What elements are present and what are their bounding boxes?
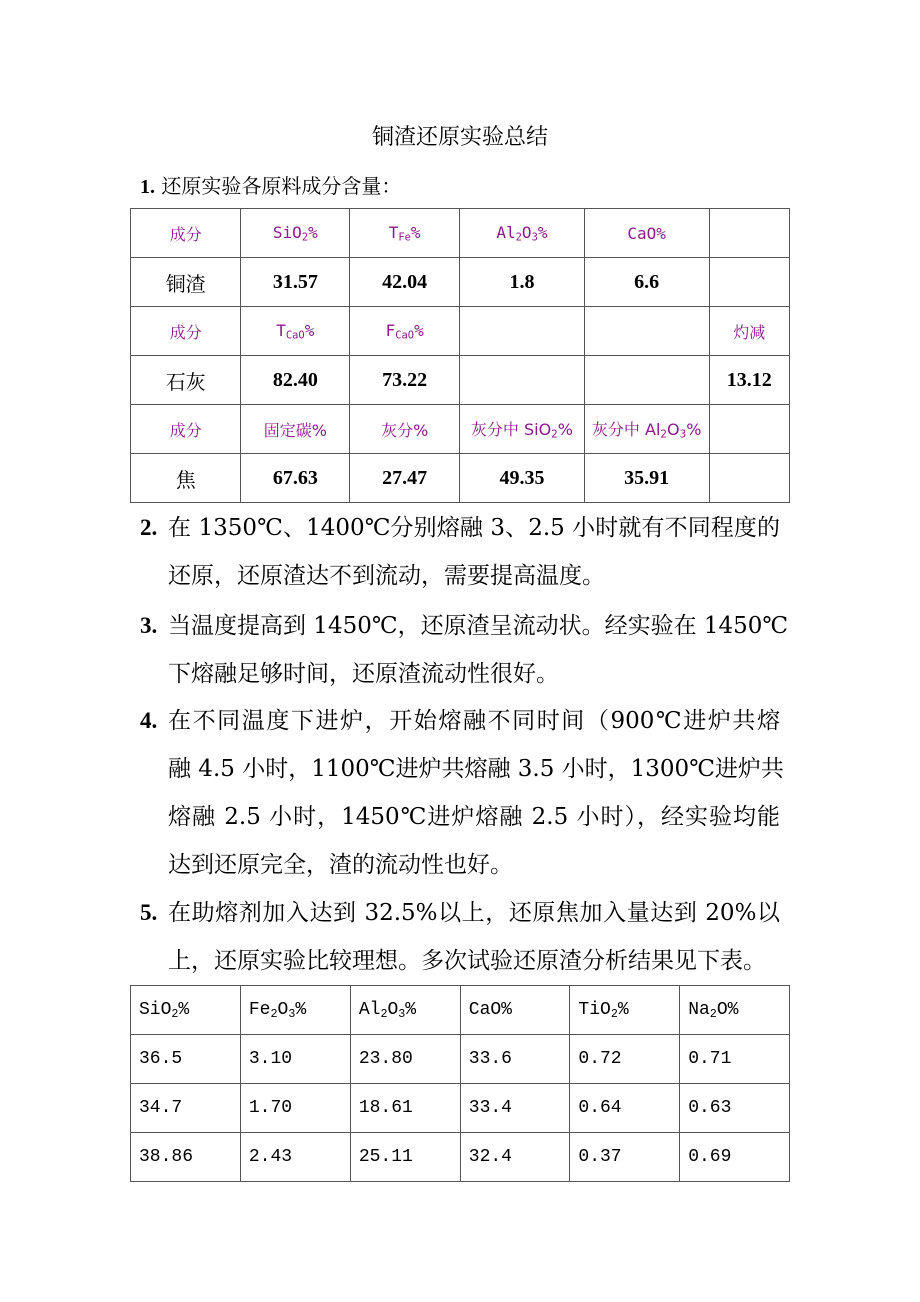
header-cell	[350, 405, 460, 454]
header-cell	[350, 307, 460, 356]
subscript: CaO	[395, 329, 415, 342]
section-label: 还原实验各原料成分含量：	[161, 174, 402, 198]
table-cell	[460, 454, 585, 503]
header-cell	[460, 307, 585, 356]
cell-text: O	[277, 999, 289, 1020]
subscript: 2	[301, 231, 309, 244]
header-cell	[350, 209, 460, 258]
cell-text: SiO	[272, 222, 302, 242]
cell-text: %	[410, 222, 421, 242]
table-cell	[460, 356, 585, 405]
cell-text: 成分	[169, 224, 202, 244]
table-cell	[584, 454, 709, 503]
table-row	[131, 307, 790, 356]
table-row	[131, 405, 790, 454]
cell-text: %	[557, 420, 573, 440]
cell-text: 6.6	[634, 270, 660, 293]
cell-text: %	[686, 420, 702, 440]
cell-text: O%	[716, 999, 739, 1020]
cell-text: %	[414, 320, 424, 340]
item-text-line: 熔融 2.5 小时，1450℃进炉熔融 2.5 小时），经实验均能	[168, 804, 780, 830]
table-row	[131, 1084, 790, 1133]
table-row	[131, 209, 790, 258]
table-cell	[131, 258, 241, 307]
table-cell	[131, 356, 241, 405]
table-cell: 0.37	[570, 1133, 680, 1182]
cell-text: 灼减	[733, 322, 766, 342]
header-cell	[460, 209, 585, 258]
header-cell	[460, 986, 570, 1035]
summary-item	[140, 603, 789, 697]
table-row	[131, 1133, 790, 1182]
section-number: 1.	[140, 176, 155, 198]
cell-text: 49.35	[499, 466, 545, 489]
item-text-line: 在不同温度下进炉，开始熔融不同时间（900℃进炉共熔	[168, 708, 780, 734]
summary-item	[140, 698, 784, 888]
item-text-line: 融 4.5 小时，1100℃进炉共熔融 3.5 小时，1300℃进炉共	[168, 756, 784, 782]
table-row	[131, 454, 790, 503]
header-cell	[709, 209, 789, 258]
document-title: 铜渣还原实验总结	[371, 125, 548, 150]
cell-text: 成分	[169, 322, 202, 342]
table-cell	[241, 356, 350, 405]
summary-item	[140, 890, 780, 984]
subscript: 2	[515, 231, 522, 244]
subscript: 2	[709, 1006, 717, 1021]
table-cell: 0.69	[680, 1133, 790, 1182]
item-text-line: 上，还原实验比较理想。多次试验还原渣分析结果见下表。	[168, 948, 766, 974]
item-text-line: 当温度提高到 1450℃，还原渣呈流动状。经实验在 1450℃	[168, 613, 789, 639]
cell-text: 石灰	[165, 369, 206, 394]
header-cell	[241, 405, 350, 454]
summary-item	[140, 505, 780, 599]
cell-text: 31.57	[272, 270, 318, 293]
table-cell: 0.72	[570, 1035, 680, 1084]
item-text-line: 在 1350℃、1400℃分别熔融 3、2.5 小时就有不同程度的	[168, 515, 780, 541]
raw-material-composition-table	[130, 208, 790, 503]
table-cell: 0.71	[680, 1035, 790, 1084]
header-cell	[131, 307, 241, 356]
table-row	[131, 1035, 790, 1084]
cell-text: Na	[688, 999, 710, 1020]
subscript: 2	[380, 1006, 388, 1021]
cell-text: 73.22	[382, 368, 428, 391]
cell-text: 焦	[175, 467, 196, 492]
subscript: 3	[288, 1006, 296, 1021]
table-cell: 38.86	[131, 1133, 241, 1182]
cell-text: T	[388, 222, 399, 242]
cell-text: %	[308, 222, 318, 242]
table-cell	[709, 454, 789, 503]
slag-analysis-table	[130, 985, 790, 1182]
cell-text: %	[405, 999, 417, 1020]
table-cell	[131, 454, 241, 503]
cell-text: 成分	[169, 420, 202, 440]
cell-text: 82.40	[272, 368, 318, 391]
table-cell: 25.11	[350, 1133, 460, 1182]
cell-text: 42.04	[382, 270, 428, 293]
subscript: 2	[171, 1006, 179, 1021]
cell-text: CaO%	[468, 1000, 512, 1020]
subscript: CaO	[285, 329, 305, 342]
table-cell: 3.10	[240, 1035, 350, 1084]
cell-text: 1.8	[509, 270, 535, 293]
header-cell	[709, 307, 789, 356]
header-cell	[680, 986, 790, 1035]
table-cell: 18.61	[350, 1084, 460, 1133]
cell-text: F	[385, 320, 396, 340]
table-cell	[350, 356, 460, 405]
cell-text: %	[178, 999, 190, 1020]
cell-text: Al	[358, 999, 381, 1020]
header-cell	[131, 209, 241, 258]
header-cell	[131, 405, 241, 454]
header-cell	[584, 209, 709, 258]
item-text-line: 达到还原完全，渣的流动性也好。	[168, 852, 513, 878]
table-cell: 1.70	[240, 1084, 350, 1133]
subscript: Fe	[398, 231, 411, 244]
table-cell	[350, 454, 460, 503]
section-1-heading	[140, 170, 401, 199]
cell-text: 灰分中 SiO	[470, 420, 552, 440]
table-cell: 23.80	[350, 1035, 460, 1084]
item-text-line: 下熔融足够时间，还原渣流动性很好。	[168, 661, 559, 687]
table-cell	[350, 258, 460, 307]
cell-text: TiO	[578, 999, 611, 1020]
table-cell	[584, 356, 709, 405]
table-cell: 2.43	[240, 1133, 350, 1182]
table-cell	[584, 258, 709, 307]
header-cell	[570, 986, 680, 1035]
cell-text: Al	[496, 222, 516, 242]
item-number: 5.	[140, 900, 158, 925]
header-cell	[709, 405, 789, 454]
header-cell	[241, 209, 350, 258]
table-cell: 0.63	[680, 1084, 790, 1133]
subscript: 3	[398, 1006, 406, 1021]
cell-text: 固定碳%	[263, 420, 327, 440]
item-number: 3.	[140, 613, 158, 638]
table-cell	[709, 356, 789, 405]
header-cell	[350, 986, 460, 1035]
cell-text: SiO	[139, 999, 172, 1020]
cell-text: O	[387, 999, 399, 1020]
table-cell: 33.6	[460, 1035, 570, 1084]
subscript: 3	[531, 231, 538, 244]
table-cell: 0.64	[570, 1084, 680, 1133]
subscript: 2	[270, 1006, 278, 1021]
table-cell	[241, 258, 350, 307]
cell-text: O	[521, 222, 532, 242]
subscript: 2	[660, 428, 668, 441]
cell-text: 灰分%	[381, 420, 429, 440]
cell-text: 13.12	[726, 368, 772, 391]
cell-text: 灰分中 Al	[591, 420, 661, 440]
header-cell	[241, 307, 350, 356]
table-cell: 32.4	[460, 1133, 570, 1182]
table-row	[131, 356, 790, 405]
cell-text: 67.63	[272, 466, 318, 489]
subscript: 2	[610, 1006, 618, 1021]
cell-text: %	[295, 999, 307, 1020]
table-row	[131, 258, 790, 307]
table-cell	[241, 454, 350, 503]
item-text-line: 还原，还原渣达不到流动，需要提高温度。	[168, 563, 605, 589]
table-cell: 36.5	[131, 1035, 241, 1084]
header-cell	[584, 405, 709, 454]
header-cell	[240, 986, 350, 1035]
header-row	[131, 986, 790, 1035]
table-cell: 33.4	[460, 1084, 570, 1133]
cell-text: 35.91	[624, 466, 670, 489]
cell-text: Fe	[248, 999, 271, 1020]
cell-text: O	[667, 420, 680, 440]
header-cell	[584, 307, 709, 356]
item-number: 4.	[140, 708, 158, 733]
header-cell	[460, 405, 585, 454]
subscript: 3	[679, 428, 687, 441]
cell-text: CaO%	[627, 223, 666, 243]
header-cell	[131, 986, 241, 1035]
cell-text: %	[537, 222, 548, 242]
item-number: 2.	[140, 515, 158, 540]
cell-text: %	[304, 320, 315, 340]
cell-text: T	[276, 320, 286, 340]
table-cell	[460, 258, 585, 307]
cell-text: 铜渣	[165, 271, 206, 296]
cell-text: 27.47	[382, 466, 428, 489]
table-cell	[709, 258, 789, 307]
subscript: 2	[551, 428, 558, 441]
table-cell: 34.7	[131, 1084, 241, 1133]
cell-text: %	[617, 999, 629, 1020]
item-text-line: 在助熔剂加入达到 32.5%以上，还原焦加入量达到 20%以	[168, 900, 780, 926]
